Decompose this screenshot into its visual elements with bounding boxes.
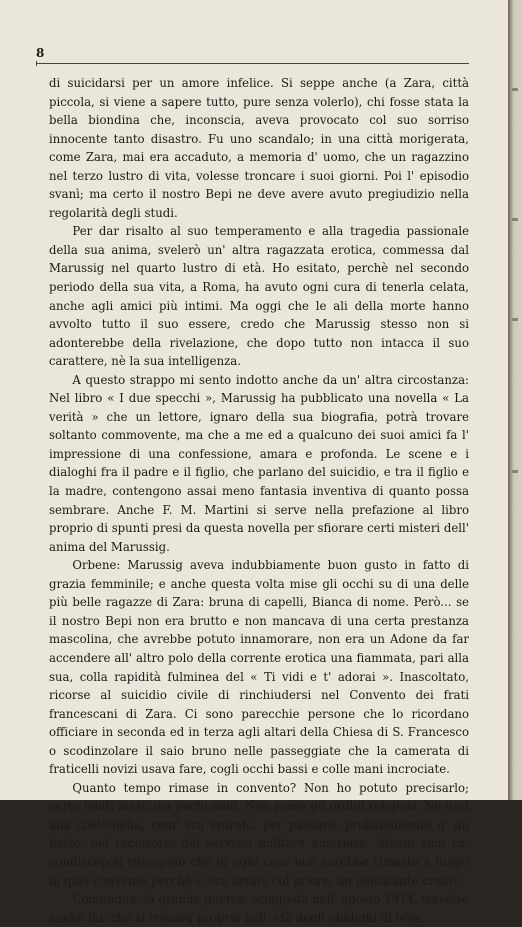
paragraph-4: Orbene: Marussig aveva indubbiamente buon gusto in fatto di grazia femminile; e anche questa volta mise gli occhi su di una delle più belle ragazze di Zara: bruna di capelli, Bianca di nome. Però... se il nostro Bepi non era brutto e non mancava di una certa prestanza mascolina, che avrebbe potuto innamorare, non era un Adone da far accendere all' altro polo della corrente erotica una fiammata, pari alla sua, colla rapidità fulminea del « Ti vidi e t' adorai ». Inascoltato, ricorse al suicidio civile di rinchiudersi nel Convento dei frati francescani di Zara. Ci sono parecchie persone che lo ricordano officiare in seconda ed in terza agli altari della Chiesa di S. Francesco o scodinzolare il saio bruno nelle passeggiate che la camerata di fraticelli novizi usava fare, cogli occhi bassi e colle mani incrociate. [49,558,469,777]
body-text [49,74,469,927]
paragraph-5: Quanto tempo rimase in convento? Non ho potuto precisarlo; certo molti mesi, ma pochi anni. Non prese gli ordini religiosi. Ne uscì alla chetichella, com' era entrato, per passare, probabilmente d' un balzo, nel reclusorio del servizio militare austriaco. Alcuni suoi ex-condiscepoli ritengono che in ogni caso non sarebbe rimasto a lungo in quel convento perchè s' era urtato col priore, un politicante croato. [49,780,469,888]
paragraph-1: di suicidarsi per un amore infelice. Si seppe anche (a Zara, città piccola, si viene a sapere tutto, pure senza volerlo), chi fosse stata la bella biondina che, inconscia, aveva provocato col suo sorriso innocente tanto disastro. Fu uno scandalo; in una città morigerata, come Zara, mai era accaduto, a memoria d' uomo, che un ragazzino nel terzo lustro di vita, volesse troncare i suoi giorni. Poi l' episodio svanì; ma certo il nostro Bepi ne deve avere avuto pregiudizio nella regolarità degli studi. [49,76,469,220]
paragraph-3: A questo strappo mi sento indotto anche da un' altra circostanza: Nel libro « I due specchi », Marussig ha pubblicato una novella « La verità » che un lettore, ignaro della sua biografia, potrà trovare soltanto commovente, ma che a me ed a qualcuno dei suoi amici fa l' impressione di una confessione, amara e profonda. Le scene e i dialoghi fra il padre e il figlio, che parlano del suicidio, e tra il figlio e la madre, contengono assai meno fantasia inventiva di quanto possa sembrare. Anche F. M. Martini si serve nella prefazione al libro proprio di spunti presi da questa novella per sfiorare certi misteri dell' anima del Marussig. [49,372,469,554]
paragraph-2: Per dar risalto al suo temperamento e alla tragedia passionale della sua anima, svelerò un' altra ragazzata erotica, commessa dal Marussig nel quarto lustro di età. Ho esitato, perchè nel secondo periodo della sua vita, a Roma, ha avuto ogni cura di tenerla celata, anche agli amici più intimi. Ma oggi che le ali della morte hanno avvolto tutto il suo essere, credo che Marussig stesso non si adonterebbe della rivelazione, che dopo tutto non intacca il suo carattere, nè la sua intelligenza. [49,224,469,369]
edge-mark [512,470,518,473]
page-number: 8 [36,46,45,60]
paragraph-6: Comunque, la grande guerra, scoppiata nell' agosto 1914, travolse anche lui, che si trovava proprio nell' età degli obblighi di leva. [49,892,469,925]
edge-mark [512,218,518,221]
edge-mark [512,88,518,91]
header-rule [36,63,469,64]
edge-mark [512,318,518,321]
book-spine-edge [508,0,522,800]
